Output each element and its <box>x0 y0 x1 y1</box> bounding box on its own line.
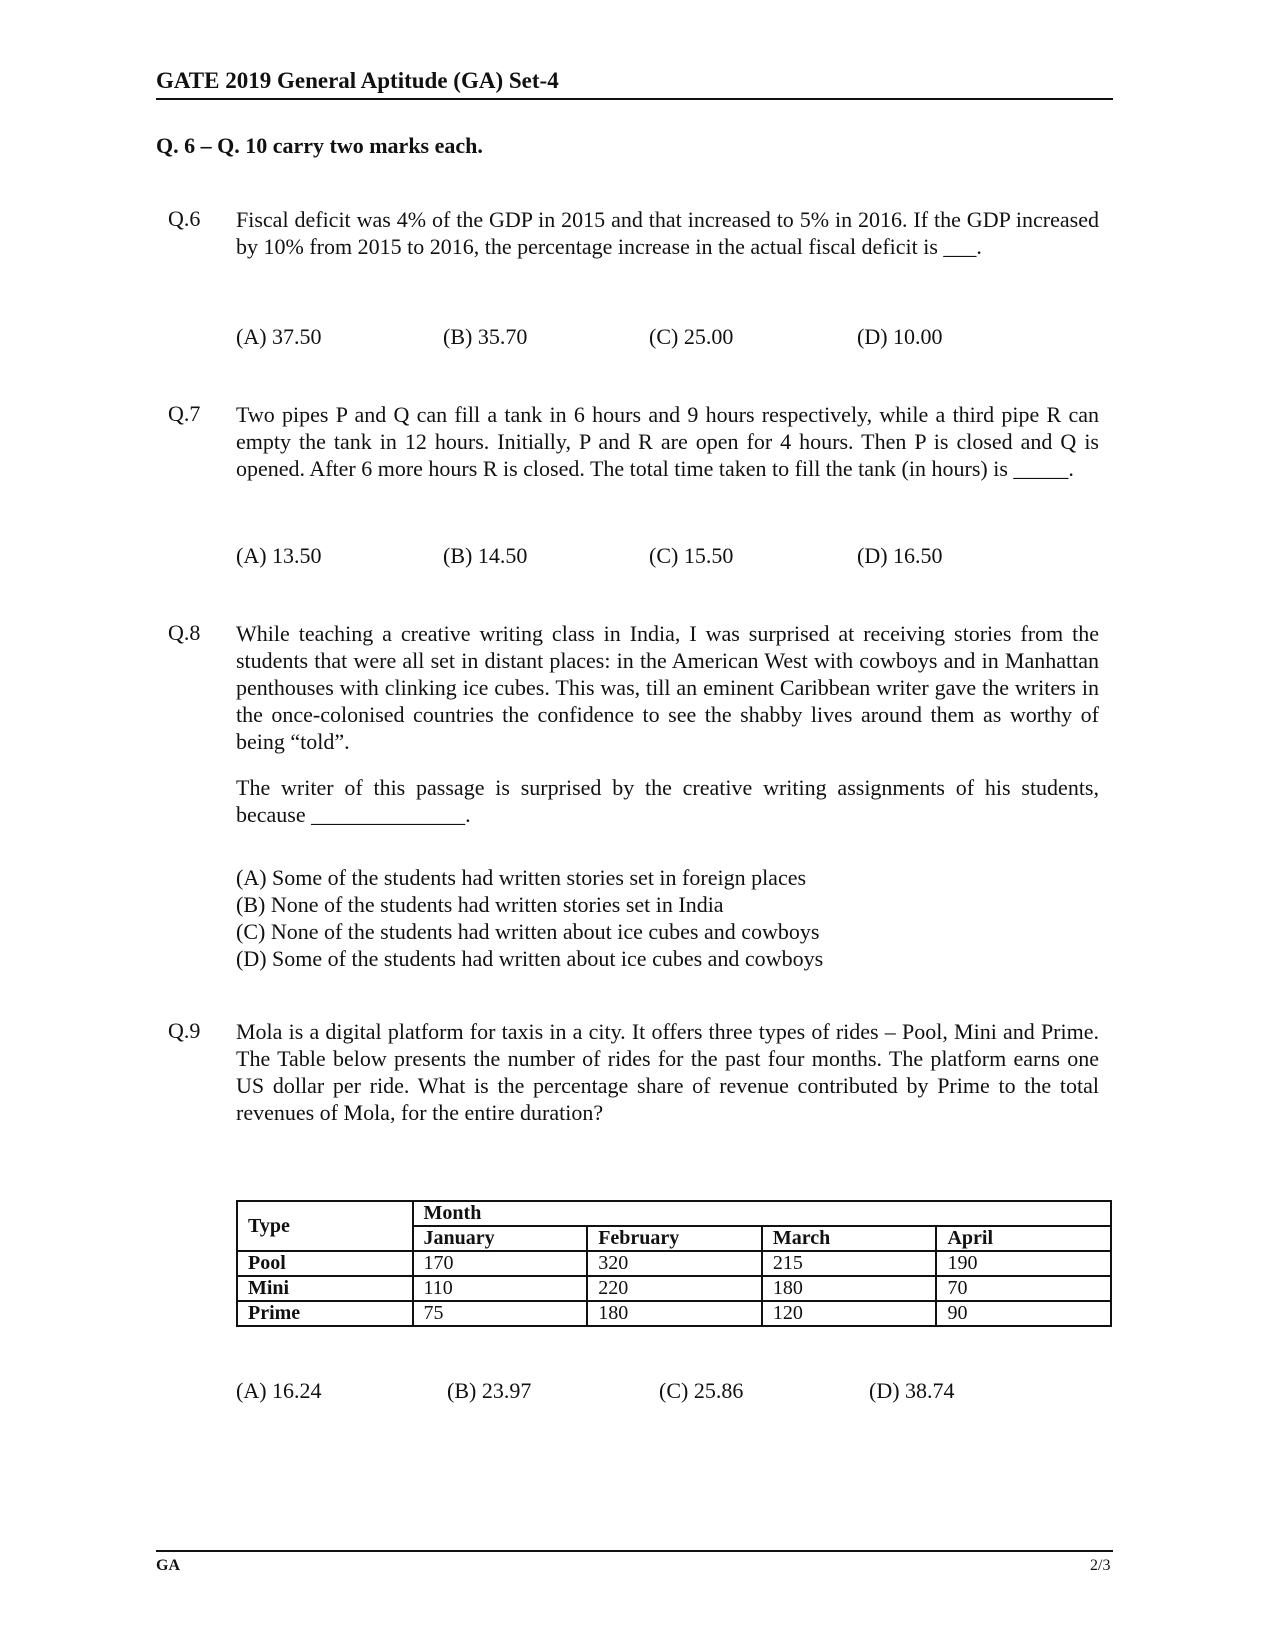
header-divider <box>156 98 1113 100</box>
table-cell: 180 <box>762 1276 937 1301</box>
question-text: Mola is a digital platform for taxis in a city. It offers three types of rides – Pool, Mini and Prime. The Table below presents the number of rides for the past four months. The platform earns one US dollar per ride. What is the percentage share of revenue contributed by Prime to the total revenues of Mola, for the entire duration? <box>236 1019 1099 1125</box>
section-heading: Q. 6 – Q. 10 carry two marks each. <box>156 133 483 158</box>
table-cell: 70 <box>936 1276 1111 1301</box>
option-b: (B) 35.70 <box>443 324 528 349</box>
table-row <box>237 1301 1111 1326</box>
option-a: (A) Some of the students had written stories set in foreign places <box>236 865 807 890</box>
question-text: Fiscal deficit was 4% of the GDP in 2015 and that increased to 5% in 2016. If the GDP increased by 10% from 2015 to 2016, the percentage increase in the actual fiscal deficit is ___. <box>236 207 1099 259</box>
question-number: Q.8 <box>168 620 201 645</box>
table-cell: 110 <box>413 1276 588 1301</box>
question-number: Q.9 <box>168 1018 201 1043</box>
table-row <box>237 1276 1111 1301</box>
row-type: Mini <box>237 1276 413 1301</box>
table-header-february: February <box>587 1226 762 1251</box>
question-passage: While teaching a creative writing class in India, I was surprised at receiving stories from the students that were all set in distant places: in the American West with cowboys and in Manhattan penthouses with clinking ice cubes. This was, till an eminent Caribbean writer gave the writers in the once-colonised countries the confidence to see the shabby lives around them as worthy of being “told”. <box>236 621 1099 754</box>
table-cell: 215 <box>762 1251 937 1276</box>
option-a: (A) 37.50 <box>236 324 322 349</box>
table-cell: 320 <box>587 1251 762 1276</box>
option-c: (C) 25.86 <box>659 1378 744 1403</box>
page-number: 2/3 <box>1090 1557 1111 1574</box>
option-c: (C) 25.00 <box>649 324 734 349</box>
option-c: (C) 15.50 <box>649 543 734 568</box>
table-cell: 75 <box>413 1301 588 1326</box>
table-header-month: Month <box>413 1201 1111 1226</box>
table-cell: 180 <box>587 1301 762 1326</box>
option-b: (B) 14.50 <box>443 543 528 568</box>
question-number: Q.7 <box>168 401 201 426</box>
table-cell: 220 <box>587 1276 762 1301</box>
table-header-april: April <box>936 1226 1111 1251</box>
table-cell: 190 <box>936 1251 1111 1276</box>
footer-divider <box>156 1550 1113 1552</box>
option-d: (D) Some of the students had written about ice cubes and cowboys <box>236 946 824 971</box>
table-cell: 170 <box>413 1251 588 1276</box>
table-cell: 90 <box>936 1301 1111 1326</box>
rides-table <box>236 1200 1112 1327</box>
table-header-type: Type <box>237 1201 413 1251</box>
option-b: (B) None of the students had written stories set in India <box>236 892 724 917</box>
row-type: Prime <box>237 1301 413 1326</box>
option-c: (C) None of the students had written about ice cubes and cowboys <box>236 919 820 944</box>
option-b: (B) 23.97 <box>447 1378 532 1403</box>
footer-subject: GA <box>156 1557 180 1574</box>
option-d: (D) 10.00 <box>857 324 943 349</box>
page-header-title: GATE 2019 General Aptitude (GA) Set-4 <box>156 68 559 93</box>
question-number: Q.6 <box>168 206 201 231</box>
option-a: (A) 13.50 <box>236 543 322 568</box>
option-d: (D) 38.74 <box>869 1378 955 1403</box>
question-text: Two pipes P and Q can fill a tank in 6 hours and 9 hours respectively, while a third pipe R can empty the tank in 12 hours. Initially, P and R are open for 4 hours. Then P is closed and Q is opened. After 6 more hours R is closed. The total time taken to fill the tank (in hours) is _____. <box>236 402 1099 481</box>
table-row <box>237 1251 1111 1276</box>
option-list <box>236 864 823 972</box>
row-type: Pool <box>237 1251 413 1276</box>
option-d: (D) 16.50 <box>857 543 943 568</box>
table-cell: 120 <box>762 1301 937 1326</box>
question-prompt: The writer of this passage is surprised by the creative writing assignments of his students, because ______________. <box>236 775 1099 827</box>
option-a: (A) 16.24 <box>236 1378 322 1403</box>
table-header-january: January <box>413 1226 588 1251</box>
table-header-march: March <box>762 1226 937 1251</box>
